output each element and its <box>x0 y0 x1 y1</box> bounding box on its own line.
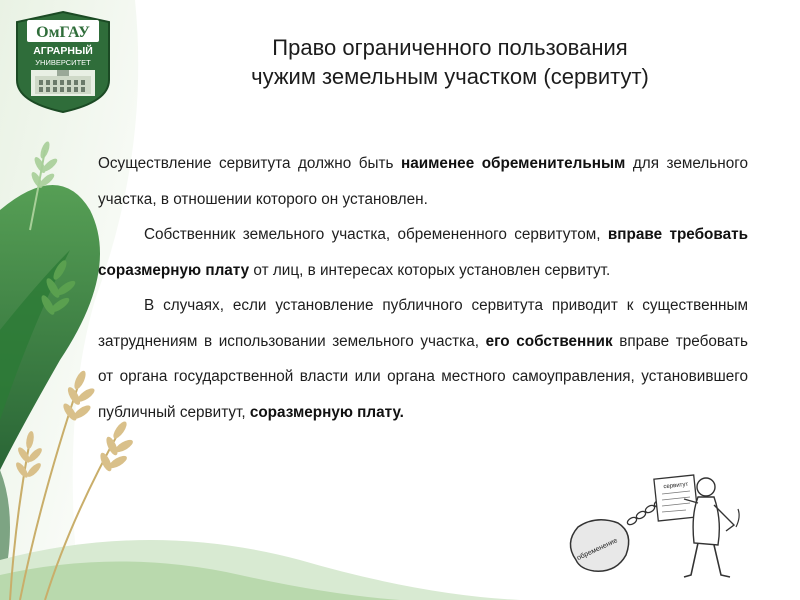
svg-text:УНИВЕРСИТЕТ: УНИВЕРСИТЕТ <box>35 58 91 67</box>
sign-label: сервитут <box>663 481 689 491</box>
paragraph-1-bold-1: наименее обременительным <box>400 155 626 172</box>
paragraph-3-bold-2: соразмерную плату. <box>249 403 404 421</box>
paragraph-2-part-2: от лиц, в интересах которых установлен сервитут. <box>249 261 611 279</box>
cartoon-illustration <box>556 465 756 585</box>
slide-body <box>98 146 748 430</box>
title-line-1: Право ограниченного пользования <box>272 35 628 60</box>
svg-text:ОмГАУ: ОмГАУ <box>36 24 90 41</box>
svg-text:АГРАРНЫЙ: АГРАРНЫЙ <box>33 45 93 57</box>
paragraph-3-part-1: В случаях, если установление публичного сервитута приводит к существенным затруднениям в использовании земельного участка, <box>98 297 748 350</box>
paragraph-1-part-1: Осуществление сервитута должно быть <box>98 155 401 172</box>
university-logo <box>13 10 113 114</box>
paragraph-2-part-1: Собственник земельного участка, обремененного сервитутом, <box>144 226 608 243</box>
paragraph-3-part-2: вправе требовать от органа государственной власти или органа местного самоуправления, установившего публичный сервитут, <box>98 332 748 421</box>
paragraph-2-bold-1: вправе требовать соразмерную плату <box>98 226 748 279</box>
paragraph-3-bold-1: его собственник <box>485 332 613 350</box>
paragraph-1 <box>98 146 748 217</box>
weight-label: обременение <box>576 537 619 563</box>
paragraph-2 <box>98 217 748 288</box>
title-line-2: чужим земельным участком (сервитут) <box>251 64 649 89</box>
paragraph-3 <box>98 288 748 430</box>
slide-title <box>150 33 750 91</box>
paragraph-1-part-2: для земельного участка, в отношении которого он установлен. <box>98 155 748 208</box>
